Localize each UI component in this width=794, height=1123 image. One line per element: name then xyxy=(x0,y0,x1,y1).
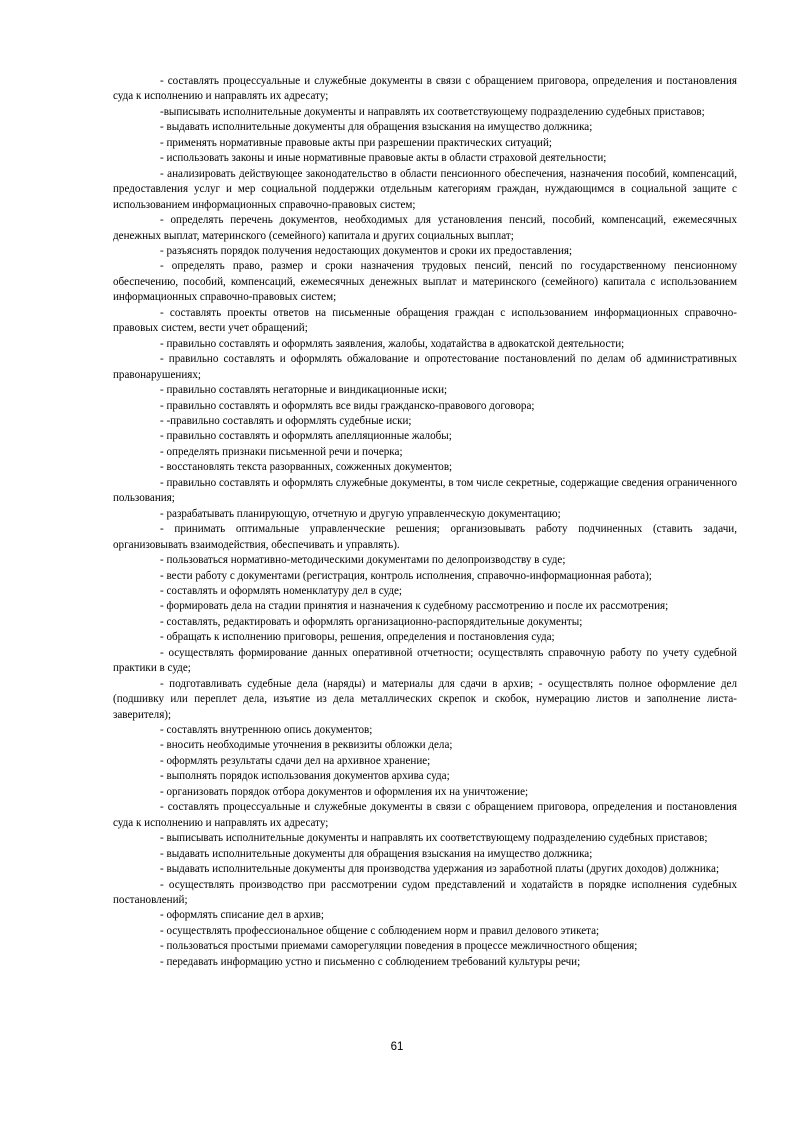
list-item: - осуществлять производство при рассмотрении судом представлений и ходатайств в порядке исполнения судебных постановлений; xyxy=(113,878,737,907)
list-item: - оформлять результаты сдачи дел на архивное хранение; xyxy=(160,754,431,767)
list-item: - правильно составлять и оформлять апелляционные жалобы; xyxy=(160,430,452,443)
list-item: - определять признаки письменной речи и почерка; xyxy=(160,445,403,458)
list-item: - использовать законы и иные нормативные правовые акты в области страховой деятельности; xyxy=(160,152,607,165)
list-item: - анализировать действующее законодательство в области пенсионного обеспечения, назначения пособий, компенсаций, предоставления услуг и мер социальной поддержки отдельным категориям граждан, нуждающимся в социальной защите с использованием информационных справочно-правовых систем; xyxy=(113,167,737,211)
list-item: - организовать порядок отбора документов и оформления их на уничтожение; xyxy=(160,785,529,798)
list-item: - составлять и оформлять номенклатуру дел в суде; xyxy=(160,584,403,597)
list-item: - выписывать исполнительные документы и направлять их соответствующему подразделению судебных приставов; xyxy=(160,832,708,845)
list-item: - правильно составлять негаторные и виндикационные иски; xyxy=(160,384,448,397)
list-item: - формировать дела на стадии принятия и назначения к судебному рассмотрению и после их рассмотрения; xyxy=(160,600,669,613)
list-item: - составлять, редактировать и оформлять организационно-распорядительные документы; xyxy=(160,615,583,628)
list-item: - восстановлять текста разорванных, сожженных документов; xyxy=(160,461,453,474)
list-item: - правильно составлять и оформлять заявления, жалобы, ходатайства в адвокатской деятельности; xyxy=(160,337,625,350)
list-item: - правильно составлять и оформлять все виды гражданско-правового договора; xyxy=(160,399,535,412)
list-item: - определять перечень документов, необходимых для установления пенсий, пособий, компенсаций, ежемесячных денежных выплат, материнского (семейного) капитала и других социальных выплат; xyxy=(113,214,737,242)
list-item: - правильно составлять и оформлять обжалование и опротестование постановлений по делам об административных правонарушениях; xyxy=(113,353,737,381)
list-item: - оформлять списание дел в архив; xyxy=(160,909,324,922)
list-item: - -правильно составлять и оформлять судебные иски; xyxy=(160,414,412,427)
list-item: - принимать оптимальные управленческие решения; организовывать работу подчиненных (ставить задачи, организовывать взаимодействия, обеспечивать и управлять). xyxy=(113,523,737,551)
list-item: - составлять процессуальные и служебные документы в связи с обращением приговора, определения и постановления суда к исполнению и направлять их адресату; xyxy=(113,75,737,103)
list-item: - определять право, размер и сроки назначения трудовых пенсий, пенсий по государственному пенсионному обеспечению, пособий, компенсаций, ежемесячных денежных выплат и материнского (семейного) капитала с использованием информационных справочно-правовых систем; xyxy=(113,260,737,304)
list-item: - выдавать исполнительные документы для обращения взыскания на имущество должника; xyxy=(160,847,593,860)
list-item: - осуществлять формирование данных оперативной отчетности; осуществлять справочную работу по учету судебной практики в суде; xyxy=(113,646,737,675)
list-item: - выдавать исполнительные документы для производства удержания из заработной платы (других доходов) должника; xyxy=(160,863,720,876)
list-item: - подготавливать судебные дела (наряды) и материалы для сдачи в архив; - осуществлять полное оформление дел (подшивку или переплет дела, изъятие из дела металлических скрепок и скобок, нумерацию листов и заполнение листа-заверителя); xyxy=(113,677,737,721)
list-item: -выписывать исполнительные документы и направлять их соответствующему подразделению судебных приставов; xyxy=(160,105,705,118)
list-item: - составлять процессуальные и служебные документы в связи с обращением приговора, определения и постановления суда к исполнению и направлять их адресату; xyxy=(113,801,737,829)
list-item: - составлять внутреннюю опись документов; xyxy=(160,724,373,737)
list-item: - пользоваться нормативно-методическими документами по делопроизводству в суде; xyxy=(160,554,566,567)
list-item: - правильно составлять и оформлять служебные документы, в том числе секретные, содержащие сведения ограниченного пользования; xyxy=(113,476,737,505)
list-item: - разрабатывать планирующую, отчетную и другую управленческую документацию; xyxy=(160,507,561,520)
list-item: - разъяснять порядок получения недостающих документов и сроки их предоставления; xyxy=(160,244,573,257)
list-item: - передавать информацию устно и письменно с соблюдением требований культуры речи; xyxy=(160,955,581,968)
list-item: - обращать к исполнению приговоры, решения, определения и постановления суда; xyxy=(160,631,555,644)
list-item: - пользоваться простыми приемами саморегуляции поведения в процессе межличностного общения; xyxy=(160,940,638,953)
list-item: - применять нормативные правовые акты при разрешении практических ситуаций; xyxy=(160,136,552,149)
page-number: 61 xyxy=(390,1041,404,1053)
list-item: - вести работу с документами (регистрация, контроль исполнения, справочно-информационная работа); xyxy=(160,569,652,582)
list-item: - выдавать исполнительные документы для обращения взыскания на имущество должника; xyxy=(160,121,593,134)
list-item: - вносить необходимые уточнения в реквизиты обложки дела; xyxy=(160,739,453,752)
list-item: - составлять проекты ответов на письменные обращения граждан с использованием информационных справочно-правовых систем, вести учет обращений; xyxy=(113,306,737,335)
document-body xyxy=(113,74,737,970)
list-item: - осуществлять профессиональное общение с соблюдением норм и правил делового этикета; xyxy=(160,924,600,937)
list-item: - выполнять порядок использования документов архива суда; xyxy=(160,770,450,783)
